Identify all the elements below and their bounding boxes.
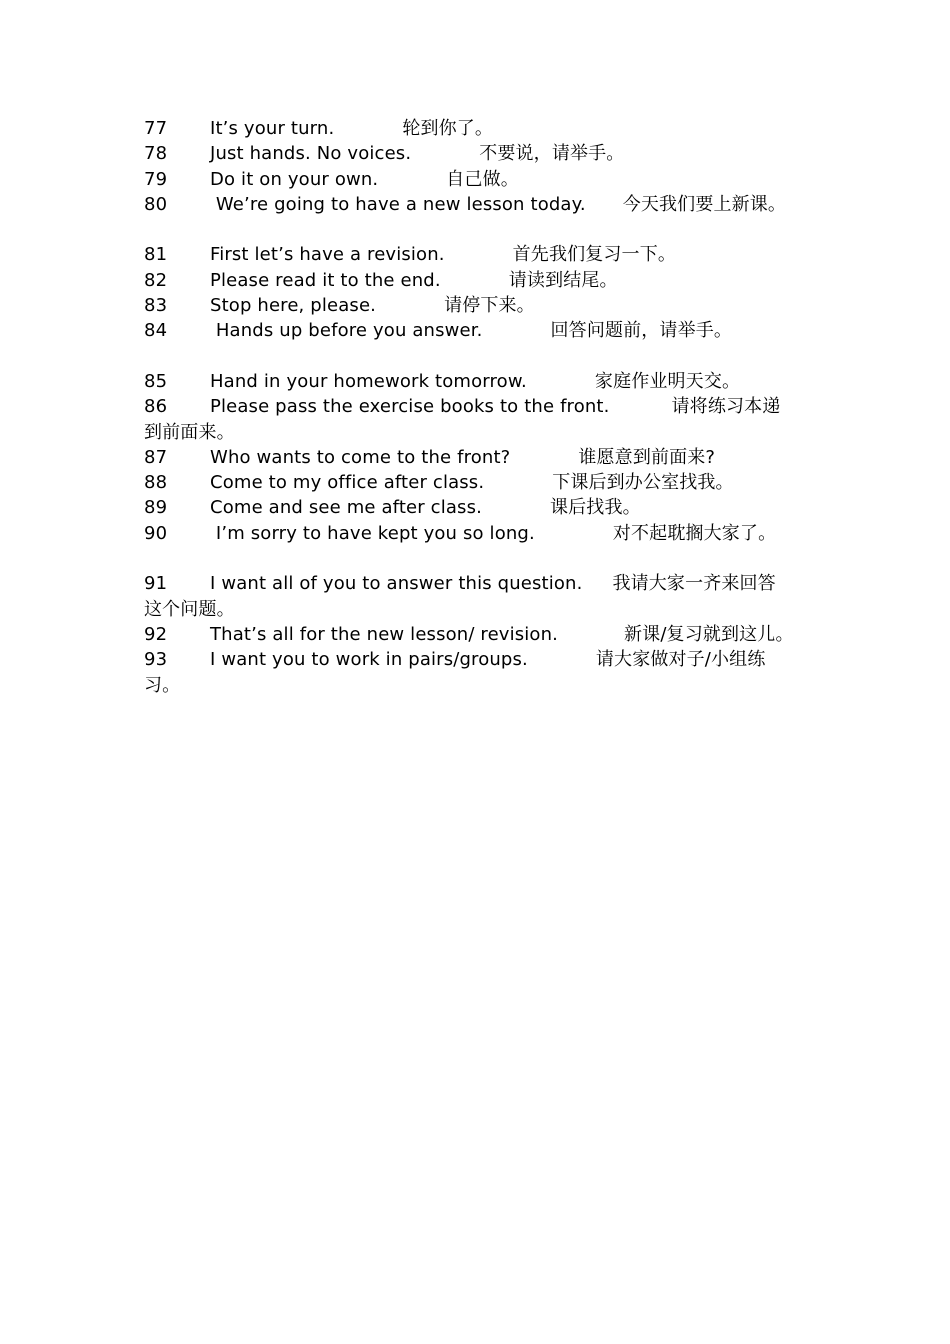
item-chinese: 请大家做对子/小组练: [595, 649, 766, 671]
item-english: Come to my office after class.: [210, 472, 485, 494]
item-chinese: 谁愿意到前面来?: [578, 446, 716, 468]
item-chinese: 我请大家一齐来回答: [612, 573, 776, 595]
list-item: [144, 369, 824, 394]
item-english: Do it on your own.: [210, 168, 379, 190]
item-chinese: 不要说，请举手。: [479, 143, 625, 165]
item-number: 78: [144, 143, 168, 165]
item-chinese: 今天我们要上新课。: [622, 193, 787, 215]
item-chinese: 对不起耽搁大家了。: [612, 522, 777, 544]
item-english: I want all of you to answer this question.: [210, 573, 583, 595]
paragraph-gap: [144, 546, 824, 571]
item-number: 93: [144, 649, 168, 671]
item-number: 77: [144, 118, 168, 139]
item-chinese: 自己做。: [446, 168, 519, 190]
item-english: Stop here, please.: [210, 295, 377, 317]
item-chinese-continuation: 习。: [144, 674, 181, 696]
item-chinese: 首先我们复习一下。: [512, 244, 677, 266]
item-english: Come and see me after class.: [210, 497, 482, 519]
item-chinese: 请将练习本递: [671, 396, 781, 418]
list-item: [144, 167, 824, 192]
list-item: [144, 394, 824, 419]
list-item: [144, 495, 824, 520]
item-chinese: 轮到你了。: [402, 118, 494, 139]
item-english: Please pass the exercise books to the front.: [210, 396, 610, 418]
list-item: [144, 318, 824, 343]
item-number: 86: [144, 396, 168, 418]
item-english: It’s your turn.: [210, 118, 335, 139]
item-chinese: 新课/复习就到这儿。: [624, 623, 794, 645]
list-item: [144, 470, 824, 495]
item-number: 85: [144, 370, 168, 392]
paragraph-gap: [144, 344, 824, 369]
list-item-continuation: [144, 420, 824, 445]
item-chinese: 请读到结尾。: [508, 269, 618, 291]
item-number: 83: [144, 295, 168, 317]
item-number: 87: [144, 446, 168, 468]
list-item: [144, 141, 824, 166]
item-chinese-continuation: 这个问题。: [144, 598, 235, 620]
item-english: We’re going to have a new lesson today.: [210, 193, 586, 215]
list-item: [144, 647, 824, 672]
paragraph-gap: [144, 217, 824, 242]
list-item: [144, 293, 824, 318]
item-english: Who wants to come to the front?: [210, 446, 511, 468]
item-number: 89: [144, 497, 168, 519]
list-item: [144, 268, 824, 293]
item-english: Hand in your homework tomorrow.: [210, 370, 527, 392]
list-item: [144, 622, 824, 647]
item-chinese: 下课后到办公室找我。: [552, 472, 734, 494]
item-english: Hands up before you answer.: [210, 320, 483, 342]
item-number: 80: [144, 193, 168, 215]
list-item-continuation: [144, 597, 824, 622]
list-item: [144, 116, 824, 141]
item-chinese: 课后找我。: [550, 497, 641, 519]
item-number: 88: [144, 472, 168, 494]
item-english: Please read it to the end.: [210, 269, 441, 291]
item-english: First let’s have a revision.: [210, 244, 445, 266]
phrase-list: [144, 116, 824, 698]
list-item: [144, 521, 824, 546]
item-number: 84: [144, 320, 168, 342]
item-chinese: 回答问题前，请举手。: [550, 320, 733, 342]
item-number: 91: [144, 573, 168, 595]
item-number: 82: [144, 269, 168, 291]
item-english: Just hands. No voices.: [210, 143, 412, 165]
item-number: 81: [144, 244, 168, 266]
list-item-continuation: [144, 673, 824, 698]
item-english: I want you to work in pairs/groups.: [210, 649, 528, 671]
item-chinese-continuation: 到前面来。: [144, 421, 235, 443]
list-item: [144, 192, 824, 217]
item-chinese: 请停下来。: [444, 295, 535, 317]
item-english: I’m sorry to have kept you so long.: [210, 522, 535, 544]
list-item: [144, 571, 824, 596]
item-number: 79: [144, 168, 168, 190]
item-chinese: 家庭作业明天交。: [594, 370, 741, 392]
list-item: [144, 445, 824, 470]
item-number: 92: [144, 623, 168, 645]
item-number: 90: [144, 522, 168, 544]
item-english: That’s all for the new lesson/ revision.: [210, 623, 559, 645]
list-item: [144, 242, 824, 267]
